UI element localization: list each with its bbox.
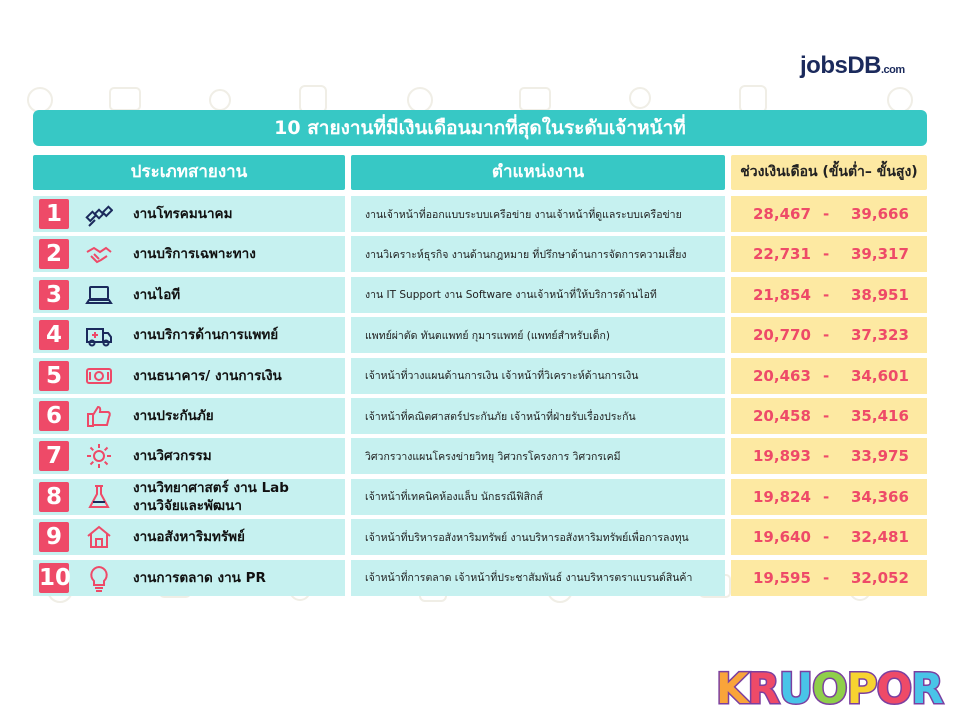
salary-max: 35,416 [851,407,909,425]
rank-number: 8 [39,482,69,512]
salary-dash: - [823,366,830,385]
salary-max: 32,052 [851,568,909,587]
job-type-cell [33,519,345,555]
salary-dash: - [823,487,830,506]
rank-number: 2 [39,239,69,269]
handshake-icon [85,240,113,268]
salary-min: 22,731 [753,245,811,264]
position-text: เจ้าหน้าที่วางแผนด้านการเงิน เจ้าหน้าที่วิเคราะห์ด้านการเงิน [365,370,639,383]
laptop-icon [85,281,113,309]
page-title: 10 สายงานที่มีเงินเดือนมากที่สุดในระดับเจ้าหน้าที่ [33,110,927,146]
ambulance-icon [85,321,113,349]
thumbs-up-icon [85,402,113,430]
job-type-label: งานอสังหาริมทรัพย์ [133,529,245,546]
salary-min: 28,467 [753,205,811,223]
position-cell [351,317,725,353]
job-type-label: งานการตลาด งาน PR [133,569,266,586]
salary-max: 37,323 [851,326,909,345]
rank-number: 6 [39,401,69,431]
job-type-cell [33,358,345,394]
position-cell [351,479,725,515]
position-cell [351,438,725,474]
salary-dash: - [823,407,830,425]
salary-min: 19,824 [753,487,811,506]
jobsdb-logo [800,52,905,80]
job-type-cell [33,479,345,515]
job-type-label: งานวิศวกรรม [133,448,212,465]
header-job-type: ประเภทสายงาน [33,155,345,190]
rank-number: 1 [39,199,69,229]
job-type-label: งานบริการเฉพาะทาง [133,246,256,263]
rank-number: 7 [39,441,69,471]
salary-dash: - [823,568,830,587]
salary-cell [731,560,927,596]
salary-cell [731,317,927,353]
kruopor-watermark: KRUOPOR [716,664,943,713]
job-type-cell [33,398,345,434]
salary-cell [731,398,927,434]
salary-cell [731,438,927,474]
job-type-cell [33,236,345,272]
job-type-label: งานไอที [133,286,181,303]
position-text: เจ้าหน้าที่การตลาด เจ้าหน้าที่ประชาสัมพันธ์ งานบริหารตราแบรนด์สินค้า [365,572,693,585]
position-cell [351,358,725,394]
rank-number: 3 [39,280,69,310]
position-cell [351,277,725,313]
salary-max: 38,951 [851,285,909,304]
rank-number: 10 [39,564,72,591]
job-type-cell [33,560,345,596]
gear-icon [85,442,113,470]
salary-max: 33,975 [851,447,909,466]
table-row [33,196,927,232]
position-text: แพทย์ผ่าตัด ทันตแพทย์ กุมารแพทย์ (แพทย์สำหรับเด็ก) [365,329,610,342]
flask-icon [85,483,113,511]
salary-dash: - [823,245,830,264]
header-salary-range: ช่วงเงินเดือน (ขั้นต่ำ– ขั้นสูง) [731,155,927,190]
table-row [33,236,927,272]
table-row [33,398,927,434]
salary-min: 20,770 [753,326,811,345]
salary-min: 20,458 [753,407,811,425]
salary-max: 34,601 [851,366,909,385]
job-type-label: งานธนาคาร/ งานการเงิน [133,367,282,384]
job-type-label: งานประกันภัย [133,408,214,424]
position-cell [351,560,725,596]
job-type-label: งานบริการด้านการแพทย์ [133,327,279,344]
salary-max: 34,366 [851,487,909,506]
salary-min: 19,893 [753,447,811,466]
salary-dash: - [823,285,830,304]
satellite-icon [85,200,113,228]
position-text: วิศวกรวางแผนโครงข่ายวิทยุ วิศวกรโครงการ วิศวกรเคมี [365,450,621,463]
house-icon [85,523,113,551]
salary-min: 19,595 [753,568,811,587]
salary-dash: - [823,447,830,466]
table-row [33,438,927,474]
salary-cell [731,277,927,313]
job-type-label: งานโทรคมนาคม [133,206,233,222]
salary-min: 20,463 [753,366,811,385]
salary-dash: - [823,528,830,547]
salary-max: 32,481 [851,528,909,547]
salary-min: 19,640 [753,528,811,547]
job-type-cell [33,438,345,474]
header-position: ตำแหน่งงาน [351,155,725,190]
salary-cell [731,236,927,272]
money-icon [85,362,113,390]
rank-number: 5 [39,361,69,391]
job-type-label: งานวิทยาศาสตร์ งาน Lab งานวิจัยและพัฒนา [133,479,289,514]
salary-cell [731,196,927,232]
job-type-cell [33,196,345,232]
position-text: งานเจ้าหน้าที่ออกแบบระบบเครือข่าย งานเจ้าหน้าที่ดูแลระบบเครือข่าย [365,208,682,221]
salary-max: 39,666 [851,205,909,223]
salary-min: 21,854 [753,285,811,304]
table-row [33,358,927,394]
position-text: เจ้าหน้าที่เทคนิคห้องแล็บ นักธรณีฟิสิกส์ [365,491,543,504]
salary-max: 39,317 [851,245,909,264]
rank-number: 4 [39,320,69,350]
lightbulb-icon [85,564,113,592]
salary-dash: - [823,326,830,345]
position-cell [351,196,725,232]
position-text: เจ้าหน้าที่คณิตศาสตร์ประกันภัย เจ้าหน้าที่ฝ่ายรับเรื่องประกัน [365,410,636,423]
salary-dash: - [823,205,830,223]
table-row [33,317,927,353]
position-text: งานวิเคราะห์ธุรกิจ งานด้านกฎหมาย ที่ปรึกษาด้านการจัดการความเสี่ยง [365,248,687,261]
job-type-cell [33,277,345,313]
table-row [33,560,927,596]
position-text: เจ้าหน้าที่บริหารอสังหาริมทรัพย์ งานบริหารอสังหาริมทรัพย์เพื่อการลงทุน [365,531,689,544]
table-row [33,277,927,313]
position-cell [351,519,725,555]
position-text: งาน IT Support งาน Software งานเจ้าหน้าที่ให้บริการด้านไอที [365,289,657,302]
position-cell [351,398,725,434]
position-cell [351,236,725,272]
salary-cell [731,519,927,555]
salary-cell [731,479,927,515]
table-row [33,519,927,555]
table-row [33,479,927,515]
salary-cell [731,358,927,394]
logo-brand: jobsDB [800,52,881,79]
rank-number: 9 [39,522,69,552]
job-type-cell [33,317,345,353]
logo-suffix: .com [881,64,905,76]
